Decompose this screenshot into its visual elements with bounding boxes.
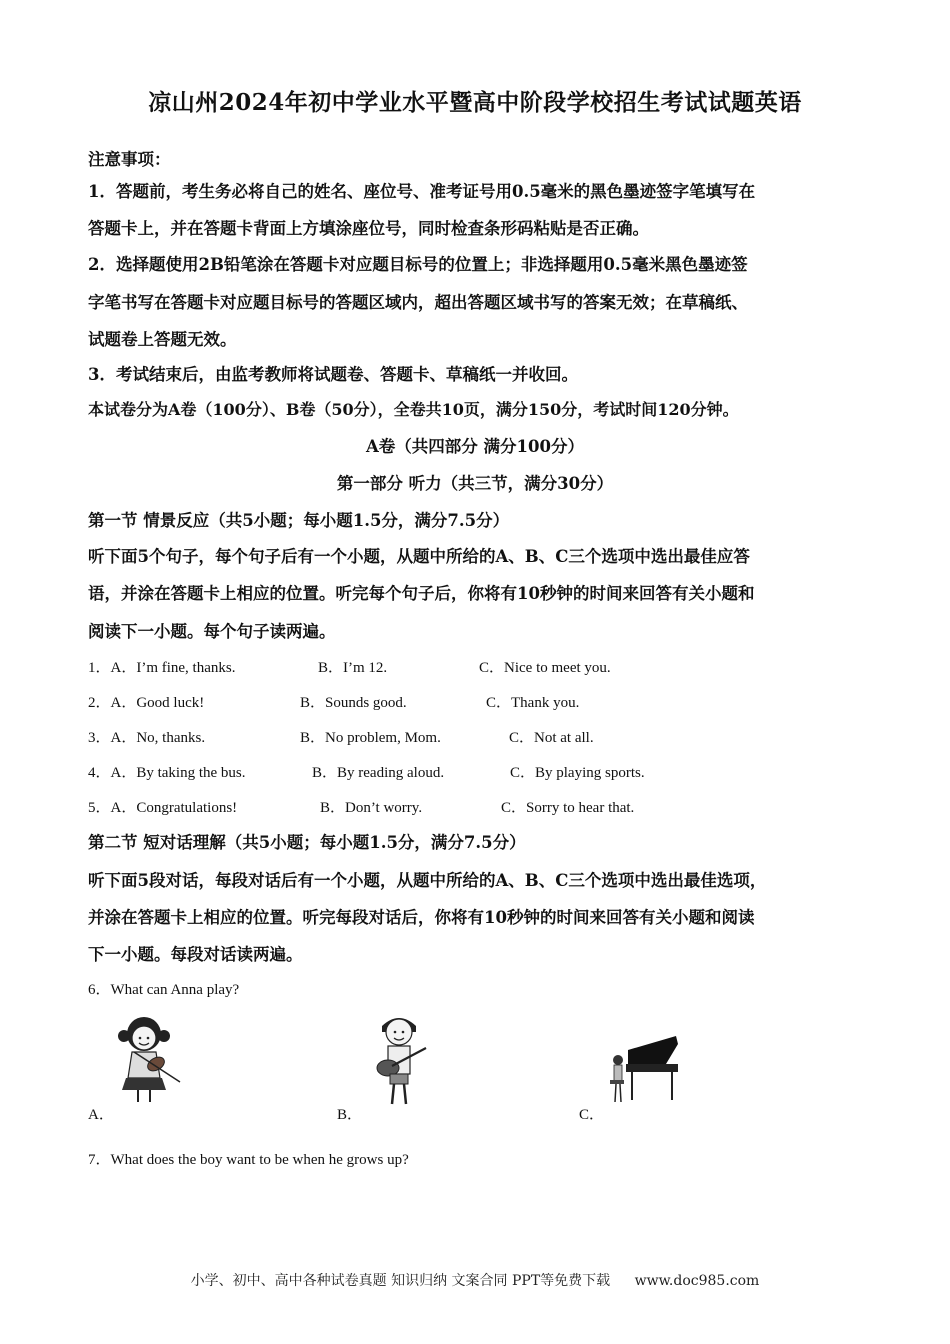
question-3-option-a: 3．A．No, thanks.	[88, 730, 206, 746]
question-6-label-c: C．	[579, 1107, 605, 1123]
notice-line: 试题卷上答题无效。	[88, 330, 237, 349]
footer-text: 小学、初中、高中各种试卷真题 知识归纳 文案合同 PPT等免费下载	[190, 1273, 611, 1289]
section1-instruction: 听下面5个句子，每个句子后有一个小题，从题中所给的A、B、C三个选项中选出最佳应答	[88, 547, 750, 566]
question-6-label-a: A．	[88, 1107, 114, 1123]
footer-url[interactable]: www.doc985.com	[634, 1273, 760, 1289]
page-title: 凉山州2024年初中学业水平暨高中阶段学校招生考试试题英语	[148, 89, 802, 116]
question-2-option-c: C．Thank you.	[486, 695, 580, 711]
question-4-option-b: B．By reading aloud.	[312, 765, 445, 781]
question-6: 6．What can Anna play?	[88, 982, 240, 998]
question-5-option-c: C．Sorry to hear that.	[501, 800, 635, 816]
notice-line: 3．考试结束后，由监考教师将试题卷、答题卡、草稿纸一并收回。	[88, 365, 578, 384]
question-2-option-a: 2．A．Good luck!	[88, 695, 205, 711]
question-7: 7．What does the boy want to be when he grows up?	[88, 1152, 409, 1168]
section1-instruction: 语，并涂在答题卡上相应的位置。听完每个句子后，你将有10秒钟的时间来回答有关小题和	[88, 584, 755, 603]
notice-line: 2．选择题使用2B铅笔涂在答题卡对应题目标号的位置上；非选择题用0.5毫米黑色墨迹签	[88, 255, 748, 274]
question-4-option-c: C．By playing sports.	[510, 765, 645, 781]
section2-heading: 第二节 短对话理解（共5小题；每小题1.5分，满分7.5分）	[88, 833, 526, 852]
question-1-option-b: B．I’m 12.	[318, 660, 388, 676]
notice-line: 答题卡上，并在答题卡背面上方填涂座位号，同时检查条形码粘贴是否正确。	[88, 219, 649, 238]
boy-guitar-image	[366, 1008, 432, 1108]
question-3-option-c: C．Not at all.	[509, 730, 594, 746]
section1-instruction: 阅读下一小题。每个句子读两遍。	[88, 622, 336, 641]
section2-instruction: 听下面5段对话，每段对话后有一个小题，从题中所给的A、B、C三个选项中选出最佳选项，	[88, 871, 767, 890]
part1-heading: 第一部分 听力（共三节，满分30分）	[336, 474, 614, 493]
page-footer	[0, 1270, 950, 1290]
question-1-option-a: 1．A．I’m fine, thanks.	[88, 660, 236, 676]
notice-line: 本试卷分为A卷（100分）、B卷（50分），全卷共10页，满分150分，考试时间120分钟。	[88, 400, 739, 419]
question-3-option-b: B．No problem, Mom.	[300, 730, 441, 746]
question-2-option-b: B．Sounds good.	[300, 695, 407, 711]
notice-heading: 注意事项：	[88, 150, 171, 169]
question-5-option-b: B．Don’t worry.	[320, 800, 423, 816]
section2-instruction: 下一小题。每段对话读两遍。	[88, 945, 303, 964]
question-6-label-b: B．	[337, 1107, 363, 1123]
section1-heading: 第一节 情景反应（共5小题；每小题1.5分，满分7.5分）	[88, 511, 510, 530]
question-4-option-a: 4．A．By taking the bus.	[88, 765, 246, 781]
notice-line: 1．答题前，考生务必将自己的姓名、座位号、准考证号用0.5毫米的黑色墨迹签字笔填写在	[88, 182, 756, 201]
question-5-option-a: 5．A．Congratulations!	[88, 800, 238, 816]
notice-line: 字笔书写在答题卡对应题目标号的答题区域内，超出答题区域书写的答案无效；在草稿纸、	[88, 293, 748, 312]
question-1-option-c: C．Nice to meet you.	[479, 660, 611, 676]
piano-image	[606, 1030, 682, 1110]
girl-violin-image	[112, 1012, 192, 1104]
volume-a-heading: A卷（共四部分 满分100分）	[366, 437, 584, 456]
section2-instruction: 并涂在答题卡上相应的位置。听完每段对话后，你将有10秒钟的时间来回答有关小题和阅读	[88, 908, 755, 927]
